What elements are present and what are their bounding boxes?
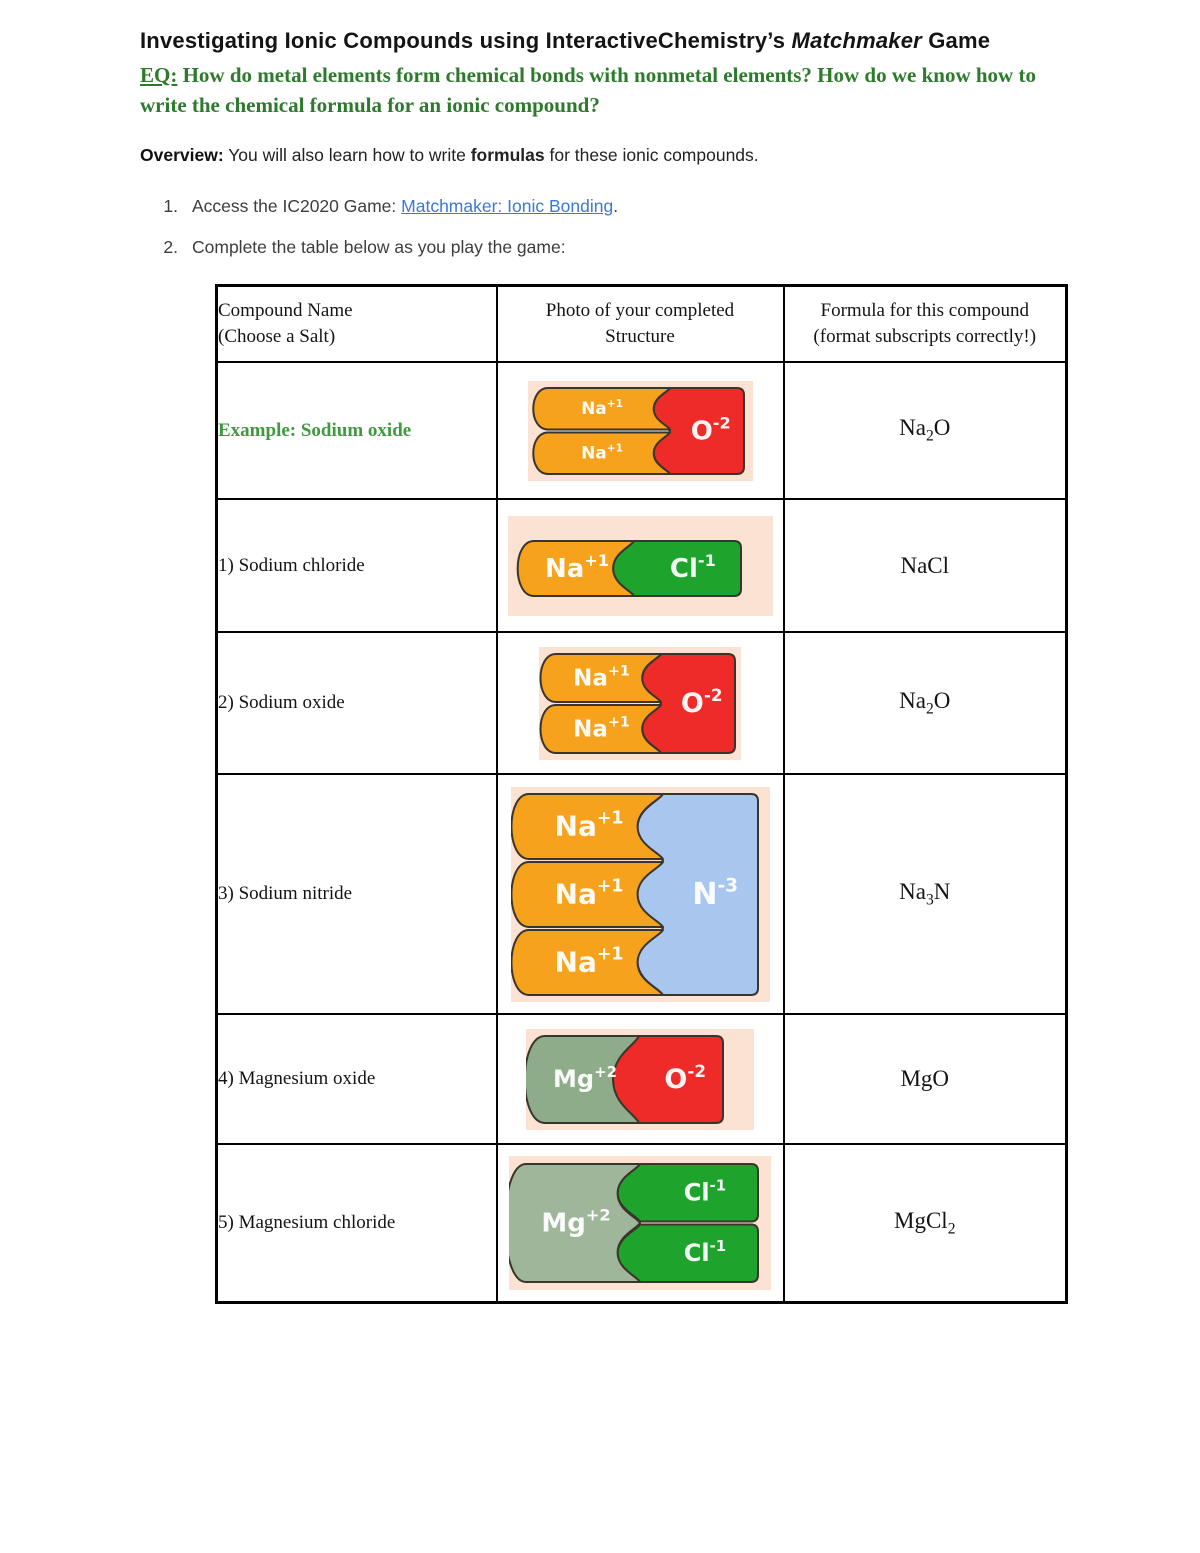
eq-label: EQ:: [140, 63, 178, 87]
svg-text:O-2: $O^{-2}$: [690, 413, 731, 446]
compound-name-cell: 1) Sodium chloride: [217, 499, 497, 632]
overview-paragraph: [140, 145, 1160, 166]
svg-text:Na+1: $Na^{+1}$: [554, 944, 623, 979]
structure-image-sodium-nitride: [498, 787, 783, 1002]
header-compound-name: [217, 285, 497, 362]
structure-photo-cell: [497, 362, 784, 499]
structure-photo-cell: [497, 1144, 784, 1302]
matchmaker-game-link[interactable]: Matchmaker: Ionic Bonding: [401, 195, 614, 216]
compound-table: [215, 284, 1068, 1304]
instruction-list: [140, 196, 1160, 258]
compound-name-cell: 3) Sodium nitride: [217, 774, 497, 1014]
step-text: [192, 196, 618, 217]
svg-text:Cl-1: $Cl^{-1}$: [683, 1236, 727, 1267]
svg-text:Na+1: $Na^{+1}$: [554, 876, 623, 911]
table-row-5: [217, 1144, 1067, 1302]
svg-text:Mg+2: $Mg^{+2}$: [553, 1062, 617, 1093]
formula-cell: NaCl: [784, 499, 1067, 632]
overview-bold-word: formulas: [470, 144, 545, 165]
formula-cell: MgO: [784, 1014, 1067, 1144]
svg-text:Cl-1: $Cl^{-1}$: [669, 550, 716, 584]
compound-name-cell: 4) Magnesium oxide: [217, 1014, 497, 1144]
essential-question: [140, 61, 1070, 121]
table-row-1: [217, 499, 1067, 632]
table-row-example: [217, 362, 1067, 499]
page-title: [140, 28, 1160, 54]
structure-photo-cell: [497, 499, 784, 632]
title-italic-word: Matchmaker: [791, 28, 922, 53]
list-item: [140, 196, 1160, 217]
svg-text:Na+1: $Na^{+1}$: [580, 442, 623, 464]
header-line: Structure: [605, 325, 675, 347]
svg-text:O-2: $O^{-2}$: [664, 1060, 706, 1095]
header-line: Compound Name: [218, 300, 353, 322]
list-number: 2.: [163, 236, 178, 257]
compound-name-cell: Example: Sodium oxide: [217, 362, 497, 499]
structure-image-magnesium-oxide: [498, 1029, 783, 1130]
table-header-row: [217, 285, 1067, 362]
overview-post: for these ionic compounds.: [544, 144, 759, 165]
header-line: Photo of your completed: [545, 300, 735, 322]
structure-photo-cell: [497, 1014, 784, 1144]
step-1-period: .: [613, 195, 619, 216]
structure-photo-cell: [497, 774, 784, 1014]
header-line: (format subscripts correctly!): [813, 325, 1037, 347]
svg-text:Cl-1: $Cl^{-1}$: [683, 1176, 727, 1207]
formula-cell: MgCl$_2$: [784, 1144, 1067, 1302]
svg-text:Na+1: $Na^{+1}$: [544, 550, 609, 584]
svg-text:Na+1: $Na^{+1}$: [573, 714, 630, 742]
svg-text:Na+1: $Na^{+1}$: [580, 397, 623, 419]
table-row-2: [217, 632, 1067, 774]
header-line: Formula for this compound: [820, 300, 1029, 322]
formula-cell: $Na_2O$: [784, 632, 1067, 774]
structure-image-magnesium-chloride: [498, 1156, 783, 1290]
svg-text:Na+1: $Na^{+1}$: [573, 663, 630, 691]
svg-text:Mg+2: $Mg^{+2}$: [541, 1205, 611, 1239]
structure-photo-cell: [497, 632, 784, 774]
list-item: [140, 237, 1160, 258]
title-suffix: Game: [921, 28, 991, 53]
svg-text:O-2: $O^{-2}$: [680, 684, 723, 719]
title-prefix: Investigating Ionic Compounds using InteractiveChemistry’s: [140, 28, 792, 53]
list-number: 1.: [163, 195, 178, 216]
compound-name-cell: 2) Sodium oxide: [217, 632, 497, 774]
structure-image-sodium-chloride: [498, 516, 783, 616]
overview-label: Overview:: [140, 144, 224, 165]
structure-image-sodium-oxide: [498, 647, 783, 760]
table-row-3: [217, 774, 1067, 1014]
formula-cell: $Na_2O$: [784, 362, 1067, 499]
compound-name-cell: 5) Magnesium chloride: [217, 1144, 497, 1302]
step-2-text: Complete the table below as you play the game:: [192, 236, 566, 257]
formula-cell: $Na_3N$: [784, 774, 1067, 1014]
header-formula: [784, 285, 1067, 362]
eq-text: How do metal elements form chemical bonds with nonmetal elements? How do we know how to write the chemical formula for an ionic compound?: [140, 63, 1036, 117]
overview-pre: You will also learn how to write: [223, 144, 471, 165]
svg-text:Na+1: $Na^{+1}$: [554, 808, 623, 843]
step-1-prefix: Access the IC2020 Game:: [192, 195, 402, 216]
header-line: (Choose a Salt): [218, 325, 336, 347]
structure-image-sodium-oxide-example: [498, 381, 783, 481]
table-row-4: [217, 1014, 1067, 1144]
header-photo: [497, 285, 784, 362]
svg-text:N-3: $N^{-3}$: [691, 875, 738, 912]
